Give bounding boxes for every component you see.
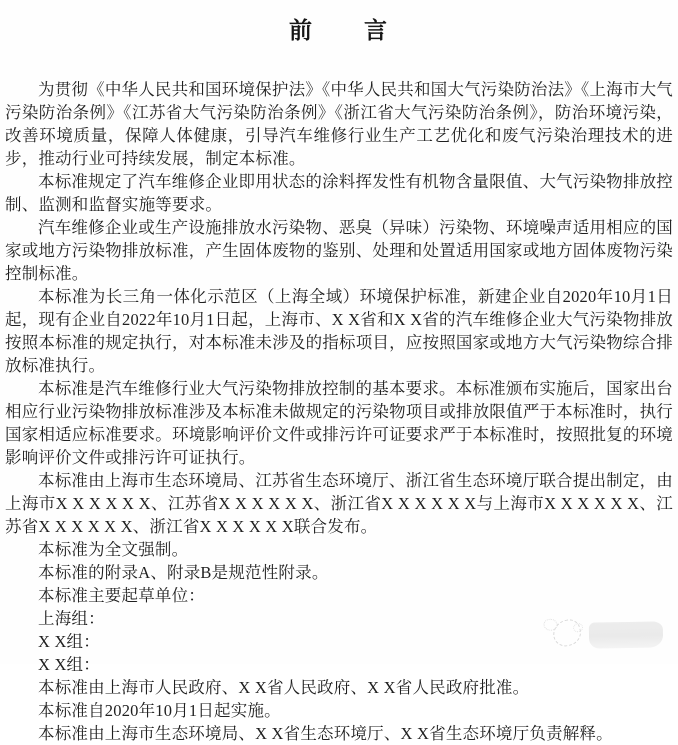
paragraph-drafting-units: 本标准主要起草单位： (38, 586, 205, 605)
paragraph-shanghai-group: 上海组： (38, 609, 105, 628)
paragraph-approval: 本标准由上海市人民政府、X X省人民政府、X X省人民政府批准。 (38, 678, 530, 697)
paragraph-scope: 本标准规定了汽车维修企业即用状态的涂料挥发性有机物含量限值、大气污染物排放控制、监测和监督实施等要求。 (5, 172, 673, 214)
paragraph-mandatory: 本标准为全文强制。 (38, 540, 189, 559)
paragraph-purpose: 为贯彻《中华人民共和国环境保护法》《中华人民共和国大气污染防治法》《上海市大气污染防治条例》《江苏省大气污染防治条例》《浙江省大气污染防治条例》，防治环境污染，改善环境质量，保障人体健康，引导汽车维修行业生产工艺优化和废气污染治理技术的进步，推动行业可持续发展，制定本标准。 (5, 80, 673, 168)
paragraph-applicability: 本标准为长三角一体化示范区（上海全域）环境保护标准，新建企业自2020年10月1日起，现有企业自2022年10月1日起，上海市、X X省和X X省的汽车维修企业大气污染物排放按照本标准的规定执行，对本标准未涉及的指标项目，应按照国家或地方大气污染物综合排放标准执行。 (5, 287, 673, 375)
paragraph-effective-date: 本标准自2020年10月1日起实施。 (38, 701, 281, 720)
paragraph-basic-requirements: 本标准是汽车维修行业大气污染物排放控制的基本要求。本标准颁布实施后，国家出台相应行业污染物排放标准涉及本标准未做规定的污染物项目或排放限值严于本标准时，执行国家相适应标准要求。环境影响评价文件或排污许可证要求严于本标准时，按照批复的环境影响评价文件或排污许可证执行。 (5, 379, 673, 467)
foreword-body (5, 78, 673, 745)
paragraph-xx-group-2: X X组： (38, 655, 100, 674)
paragraph-other-standards: 汽车维修企业或生产设施排放水污染物、恶臭（异味）污染物、环境噪声适用相应的国家或地方污染物排放标准，产生固体废物的鉴别、处理和处置适用国家或地方固体废物污染控制标准。 (5, 218, 673, 283)
paragraph-interpretation: 本标准由上海市生态环境局、X X省生态环境厅、X X省生态环境厅负责解释。 (38, 724, 613, 743)
paragraph-appendices: 本标准的附录A、附录B是规范性附录。 (38, 563, 329, 582)
paragraph-issuing-bodies: 本标准由上海市生态环境局、江苏省生态环境厅、浙江省生态环境厅联合提出制定，由上海市X X X X X X、江苏省X X X X X X、浙江省X X X X X X与上海市X X X X X X、江苏省X X X X X X、浙江省X X X X X X联合发布。 (5, 471, 673, 536)
paragraph-xx-group-1: X X组： (38, 632, 100, 651)
page-title: 前 言 (289, 18, 389, 43)
